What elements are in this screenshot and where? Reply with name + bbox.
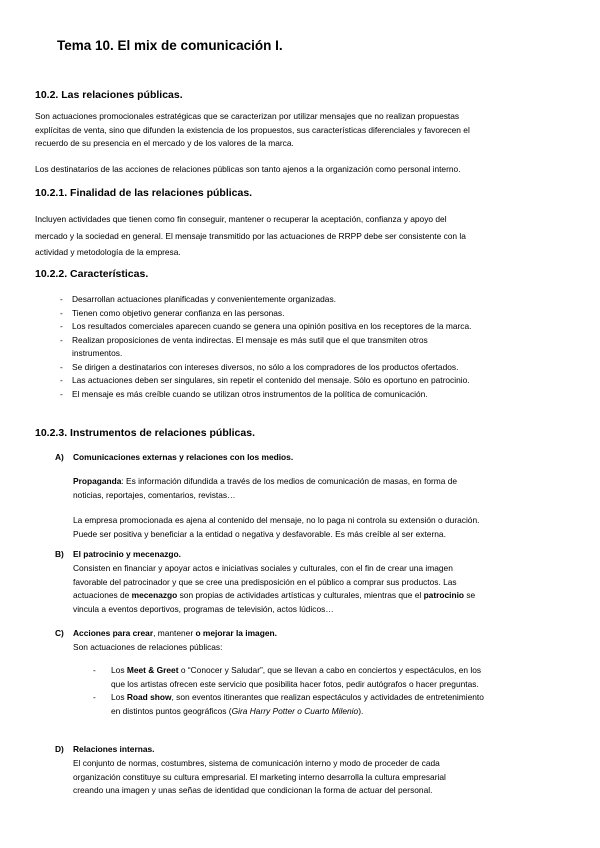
text-span: o	[195, 628, 201, 638]
dash-bullet: -	[60, 334, 63, 345]
list-item-text: instrumentos.	[72, 348, 123, 358]
caracteristicas-list	[35, 293, 575, 401]
text-line	[111, 691, 573, 705]
examples-italic: Gira Harry Potter o Cuarto Milenio	[231, 705, 359, 716]
dash-bullet: -	[60, 307, 63, 318]
item-letter-b: B)	[55, 549, 64, 559]
subheading-relaciones-internas: Relaciones internas.	[73, 744, 155, 754]
dash-bullet: -	[60, 375, 63, 385]
text-span: Acciones para crear	[73, 628, 154, 638]
paragraph-definition	[35, 110, 470, 151]
text-line	[111, 705, 573, 719]
page-title: Tema 10. El mix de comunicación I.	[57, 38, 283, 53]
term-patrocinio: patrocinio	[423, 590, 465, 600]
text-span: ).	[358, 705, 364, 716]
text-line: recuerdo de su presencia en el mercado y de los valores de la marca.	[35, 138, 294, 148]
list-item-text: El mensaje es más creíble cuando se utilizan otros instrumentos de la política de comunicación.	[72, 388, 428, 399]
section-heading-relaciones-publicas: 10.2. Las relaciones públicas.	[35, 89, 183, 101]
text-line: La empresa promocionada es ajena al contenido del mensaje, no lo paga ni controla su extensión o duración.	[73, 515, 480, 525]
text-line	[111, 664, 573, 678]
text-line: favorable del patrocinador y que se cree una predisposición en el público a comprar sus productos. Las	[73, 576, 457, 587]
text-line: que los artistas ofrecen este servicio que posibilita hacer fotos, pedir autógrafos o hacer preguntas.	[111, 678, 479, 689]
paragraph-destinatarios: Los destinatarios de las acciones de relaciones públicas son tanto ajenos a la organización como personal interno.	[35, 164, 461, 174]
text-span: : Es información difundida a través de los medios de comunicación de masas, en forma de	[121, 476, 458, 486]
list-item	[93, 691, 573, 718]
text-line: mercado y la sociedad en general. El mensaje transmitido por las actuaciones de RRPP debe ser consistente con la	[35, 230, 466, 241]
list-item	[35, 361, 575, 375]
text-span: , son eventos itinerantes que realizan espectáculos y actividades de entretenimiento	[171, 692, 484, 702]
dash-bullet: -	[93, 692, 96, 702]
text-span: , mantener	[153, 628, 196, 638]
text-span: mejorar la imagen.	[200, 628, 277, 638]
item-letter-d: D)	[55, 744, 64, 754]
subheading-comunicaciones-externas: Comunicaciones externas y relaciones con los medios.	[73, 452, 294, 462]
list-item-continuation	[35, 347, 575, 361]
text-line: organización constituye su cultura empresarial. El marketing interno desarrolla la cultura empresarial	[73, 771, 446, 782]
list-item-text: Realizan proposiciones de venta indirectas. El mensaje es más sutil que el que transmiten otros	[72, 334, 428, 345]
list-item-text: Tienen como objetivo generar confianza en las personas.	[72, 307, 285, 318]
paragraph-ajena	[73, 514, 479, 541]
list-item	[93, 664, 573, 691]
section-heading-instrumentos: 10.2.3. Instrumentos de relaciones públicas.	[35, 427, 255, 439]
list-item-text: Las actuaciones deben ser singulares, sin repetir el contenido del mensaje. Sólo es oportuno en patrocinio.	[72, 375, 470, 385]
text-span: Los	[111, 692, 127, 702]
text-line: Incluyen actividades que tienen como fin conseguir, mantener o recuperar la aceptación, confianza y apoyo del	[35, 214, 447, 224]
list-item	[35, 334, 575, 348]
text-span: se	[464, 590, 476, 600]
subheading-acciones-imagen	[73, 628, 277, 638]
text-line: vincula a eventos deportivos, programas de televisión, actos lúdicos…	[73, 603, 334, 614]
text-span: en distintos puntos geográficos (	[111, 705, 232, 716]
text-line: El conjunto de normas, costumbres, sistema de comunicación interno y modo de proceder de cada	[73, 758, 440, 768]
text-line	[73, 475, 457, 489]
term-mecenazgo: mecenazgo	[131, 590, 178, 600]
paragraph-finalidad	[35, 211, 466, 261]
term-meet-greet: Meet & Greet	[126, 665, 179, 675]
list-item	[35, 320, 575, 334]
text-line: Son actuaciones promocionales estratégicas que se caracterizan por utilizar mensajes que no realizan propuestas	[35, 111, 460, 121]
dash-bullet: -	[60, 361, 63, 372]
dash-bullet: -	[93, 665, 96, 675]
section-heading-caracteristicas: 10.2.2. Características.	[35, 268, 149, 280]
list-item	[35, 307, 575, 321]
list-item	[35, 374, 575, 388]
text-line: actividad y metodología de la empresa.	[35, 247, 181, 257]
text-span: actuaciones de	[73, 590, 132, 600]
text-line: noticias, reportajes, comentarios, revistas…	[73, 489, 236, 500]
text-span: o “Conocer y Saludar”, que se llevan a cabo en conciertos y espectáculos, en los	[178, 665, 482, 675]
paragraph-propaganda	[73, 475, 457, 502]
dash-bullet: -	[60, 321, 63, 331]
paragraph-patrocinio	[73, 562, 475, 616]
text-line: Puede ser positiva y beneficiar a la entidad o negativa y desfavorable. Es más creíble al ser externa.	[73, 528, 446, 539]
list-item	[35, 388, 575, 402]
subheading-patrocinio: El patrocinio y mecenazgo.	[73, 549, 181, 559]
text-span: son propias de actividades artísticas y culturales, mientras que el	[177, 590, 424, 600]
item-letter-a: A)	[55, 452, 64, 462]
item-letter-c: C)	[55, 628, 64, 638]
text-line	[73, 589, 475, 603]
list-item-text: Los resultados comerciales aparecen cuando se genera una opinión positiva en los receptores de la marca.	[72, 321, 472, 331]
text-span: Los	[111, 665, 127, 675]
term-road-show: Road show	[126, 692, 172, 702]
text-line: creando una imagen y unas señas de identidad que condicionan la forma de actuar del personal.	[73, 785, 433, 795]
paragraph-relaciones-internas	[73, 757, 446, 798]
section-heading-finalidad: 10.2.1. Finalidad de las relaciones públicas.	[35, 187, 253, 199]
list-item	[35, 293, 575, 307]
text-line: explícitas de venta, sino que difunden la existencia de los propuestos, sus características diferenciales y favorecen el	[35, 124, 470, 135]
acciones-list	[93, 664, 573, 718]
paragraph-intro-c: Son actuaciones de relaciones públicas:	[73, 642, 223, 652]
dash-bullet: -	[60, 388, 63, 399]
dash-bullet: -	[60, 294, 63, 304]
text-line: Consisten en financiar y apoyar actos e iniciativas sociales y culturales, con el fin de crear una imagen	[73, 563, 453, 573]
term-propaganda: Propaganda	[73, 476, 122, 486]
list-item-text: Desarrollan actuaciones planificadas y convenientemente organizadas.	[72, 294, 336, 304]
list-item-text: Se dirigen a destinatarios con intereses diversos, no sólo a los compradores de los productos ofertados.	[72, 361, 459, 372]
